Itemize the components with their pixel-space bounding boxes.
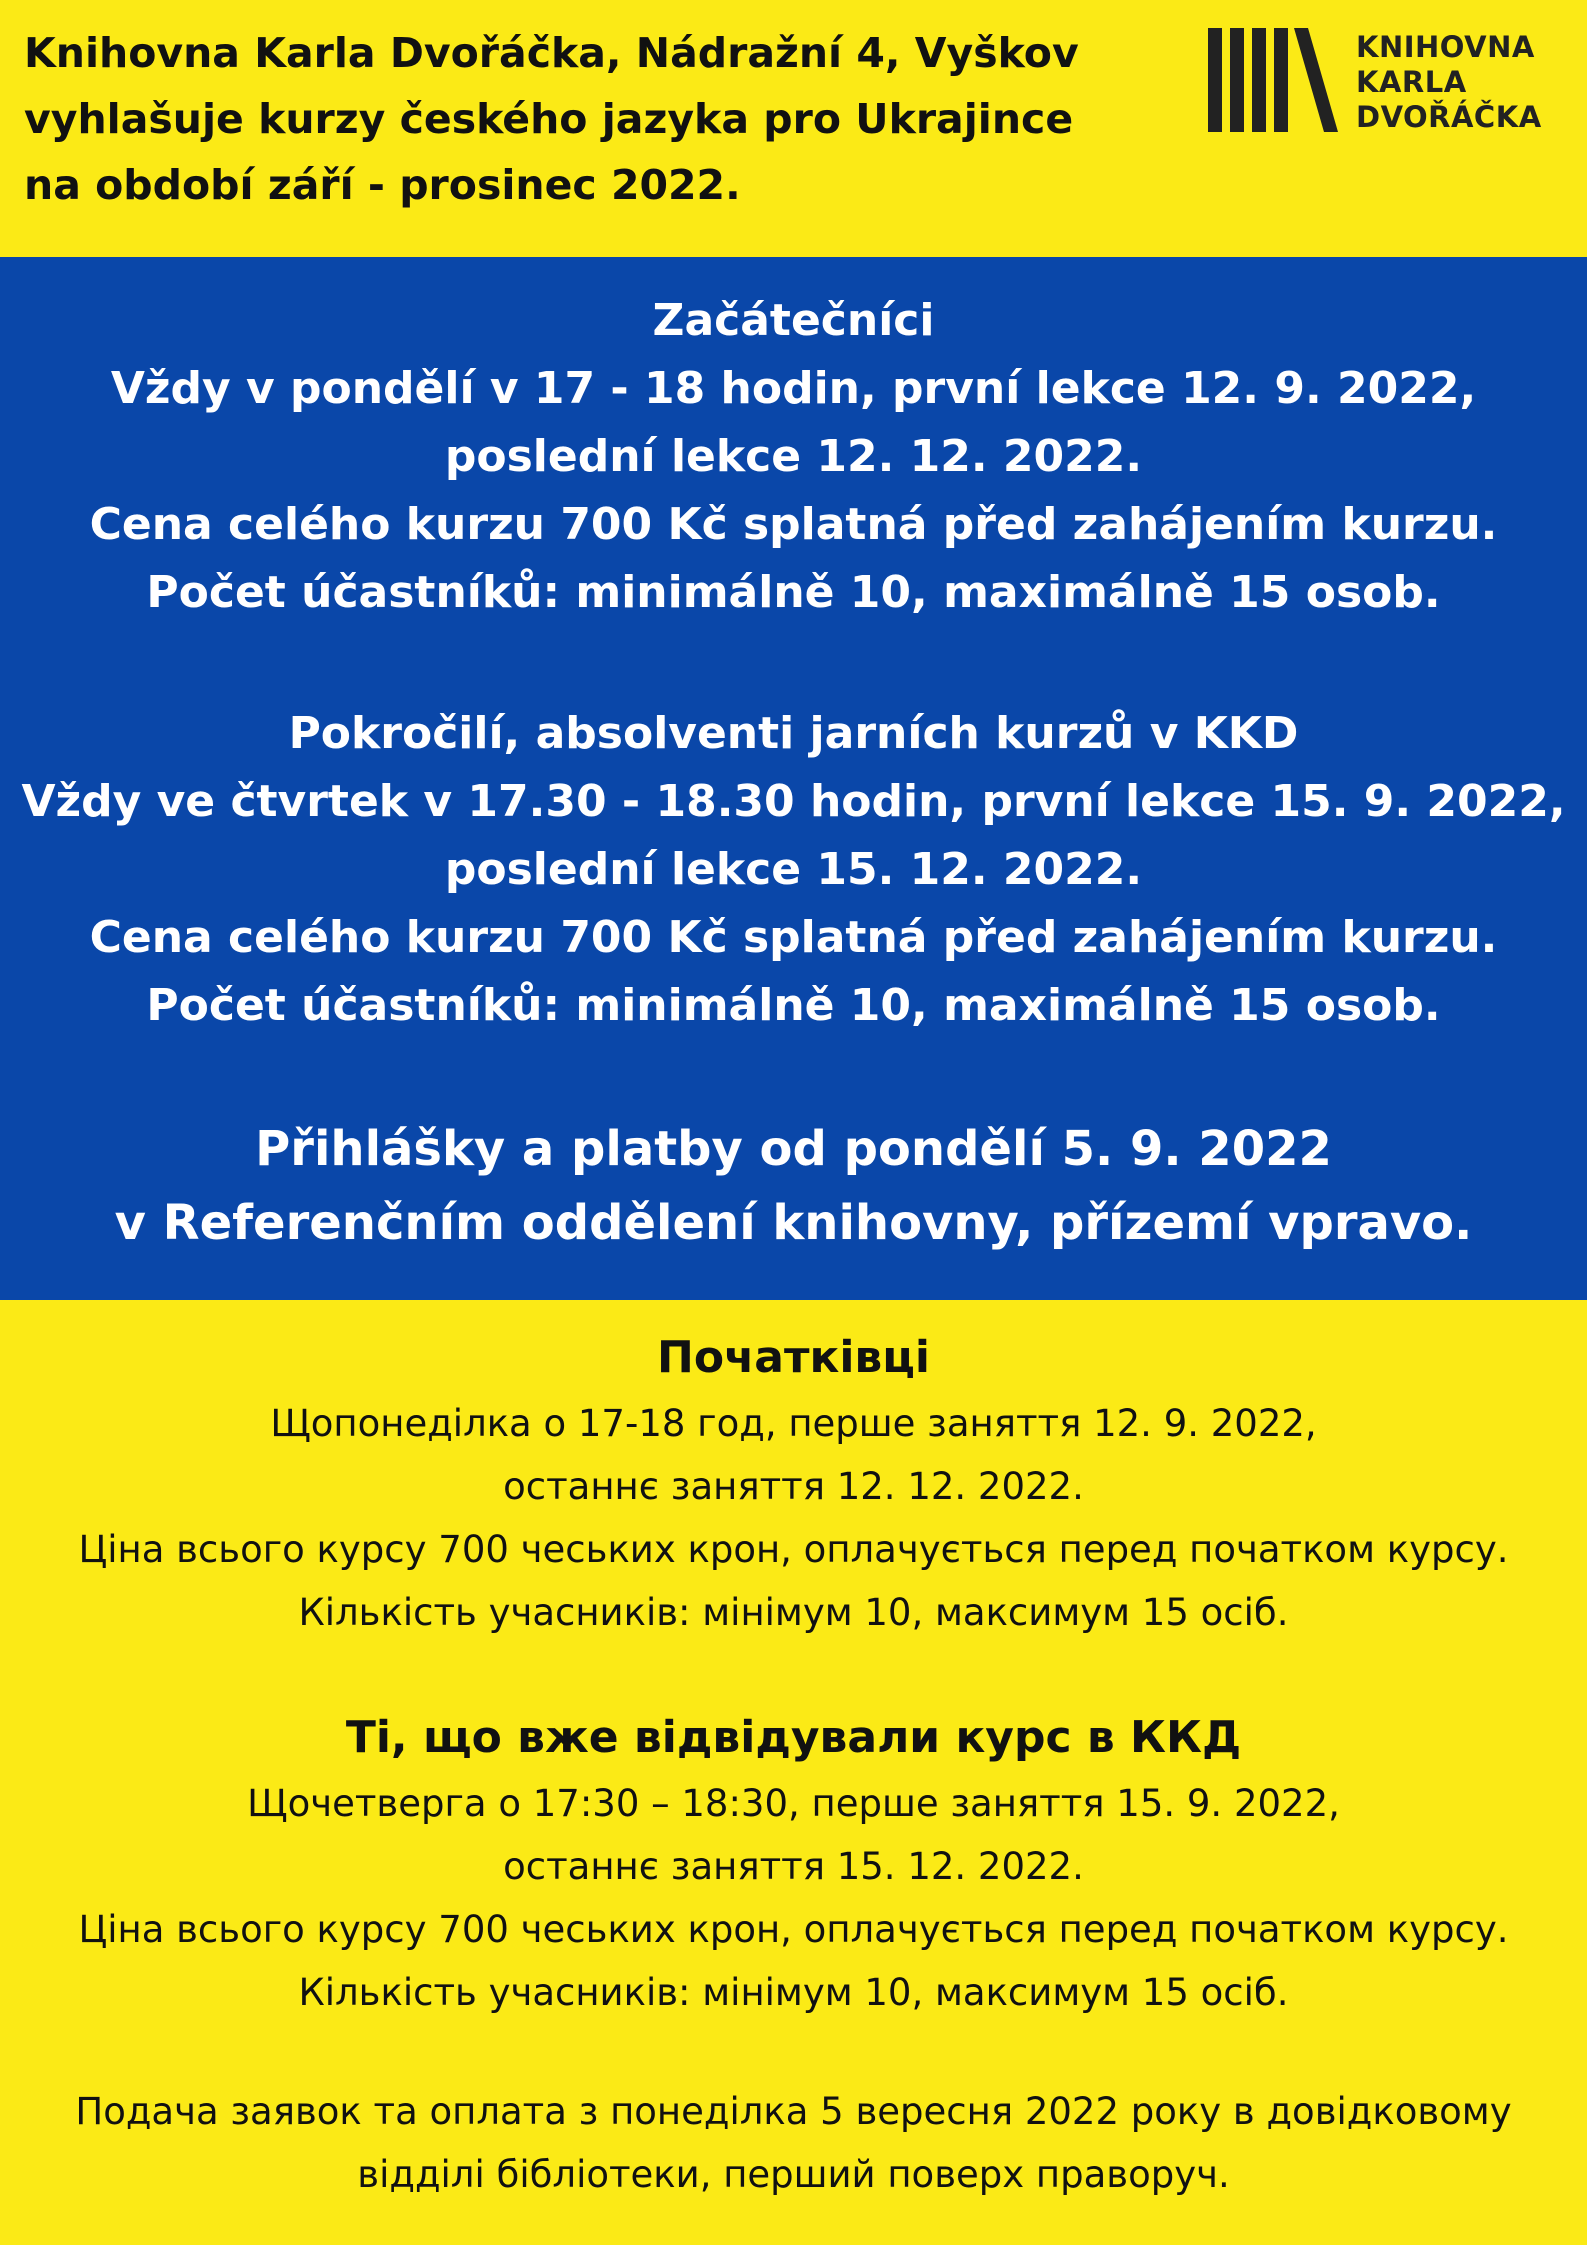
czech-advanced-line: Cena celého kurzu 700 Kč splatná před zahájením kurzu. xyxy=(89,912,1498,963)
ukrainian-section xyxy=(0,1300,1587,2245)
czech-section xyxy=(0,257,1587,1300)
header-title xyxy=(24,20,1194,218)
czech-beginners-title: Začátečníci xyxy=(652,295,935,346)
ukrainian-beginners-line: Кількість учасників: мінімум 10, максимум 15 осіб. xyxy=(298,1591,1289,1634)
logo-text-line: DVOŘÁČKA xyxy=(1356,100,1542,134)
header-title-line: na období září - prosinec 2022. xyxy=(24,161,741,209)
ukrainian-beginners-line: Щопонеділка о 17-18 год, перше заняття 12. 9. 2022, xyxy=(270,1402,1317,1445)
czech-beginners-line: Cena celého kurzu 700 Kč splatná před zahájením kurzu. xyxy=(89,499,1498,550)
ukrainian-advanced-line: Щочетверга о 17:30 – 18:30, перше заняття 15. 9. 2022, xyxy=(247,1782,1340,1825)
logo-text-line: KARLA xyxy=(1356,65,1467,99)
czech-advanced-title: Pokročilí, absolventi jarních kurzů v KKD xyxy=(288,708,1299,759)
header xyxy=(0,0,1587,257)
czech-beginners-line: poslední lekce 12. 12. 2022. xyxy=(444,431,1143,482)
ukrainian-advanced-title: Ті, що вже відвідували курс в ККД xyxy=(345,1712,1242,1763)
czech-advanced-line: Počet účastníků: minimálně 10, maximálně 15 osob. xyxy=(146,980,1441,1031)
header-title-line: vyhlašuje kurzy českého jazyka pro Ukrajince xyxy=(24,95,1074,143)
czech-registration-block xyxy=(0,1112,1587,1260)
ukrainian-beginners-line: Ціна всього курсу 700 чеських крон, оплачується перед початком курсу. xyxy=(78,1528,1509,1571)
czech-beginners-line: Vždy v pondělí v 17 - 18 hodin, první lekce 12. 9. 2022, xyxy=(110,363,1477,414)
ukrainian-registration-line: відділі бібліотеки, перший поверх праворуч. xyxy=(357,2153,1230,2196)
czech-registration-line: v Referenčním oddělení knihovny, přízemí vpravo. xyxy=(114,1195,1473,1251)
ukrainian-beginners-line: останнє заняття 12. 12. 2022. xyxy=(503,1465,1084,1508)
ukrainian-advanced-line: останнє заняття 15. 12. 2022. xyxy=(503,1845,1084,1888)
czech-registration-line: Přihlášky a platby od pondělí 5. 9. 2022 xyxy=(255,1121,1332,1177)
library-logo xyxy=(1208,28,1568,138)
ukrainian-advanced-block xyxy=(0,1704,1587,2024)
czech-advanced-line: poslední lekce 15. 12. 2022. xyxy=(444,844,1143,895)
ukrainian-beginners-block xyxy=(0,1324,1587,1644)
logo-text xyxy=(1356,30,1542,135)
books-logo-icon xyxy=(1208,28,1338,132)
ukrainian-registration-block xyxy=(0,2080,1587,2206)
czech-beginners-block xyxy=(0,287,1587,627)
ukrainian-beginners-title: Початківці xyxy=(657,1332,930,1383)
ukrainian-registration-line: Подача заявок та оплата з понеділка 5 вересня 2022 року в довідковому xyxy=(75,2090,1512,2133)
czech-beginners-line: Počet účastníků: minimálně 10, maximálně 15 osob. xyxy=(146,567,1441,618)
header-title-line: Knihovna Karla Dvořáčka, Nádražní 4, Vyškov xyxy=(24,29,1079,77)
czech-advanced-block xyxy=(0,700,1587,1040)
ukrainian-advanced-line: Ціна всього курсу 700 чеських крон, оплачується перед початком курсу. xyxy=(78,1908,1509,1951)
ukrainian-advanced-line: Кількість учасників: мінімум 10, максимум 15 осіб. xyxy=(298,1971,1289,2014)
logo-text-line: KNIHOVNA xyxy=(1356,30,1535,64)
czech-advanced-line: Vždy ve čtvrtek v 17.30 - 18.30 hodin, první lekce 15. 9. 2022, xyxy=(21,776,1566,827)
